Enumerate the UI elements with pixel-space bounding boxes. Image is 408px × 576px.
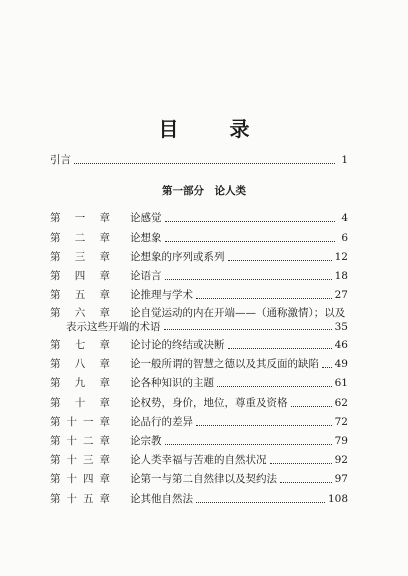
chapter-number-char: 十 <box>66 435 77 447</box>
chapter-number-char: 第 <box>50 289 61 301</box>
chapter-page: 49 <box>334 358 348 370</box>
chapter-title: 论一般所谓的智慧之德以及其反面的缺陷 <box>130 358 319 370</box>
chapter-number-char: 四 <box>83 473 94 485</box>
toc-chapter-row <box>50 251 348 264</box>
dot-leader <box>270 463 332 464</box>
chapter-number-char: 章 <box>99 307 110 319</box>
chapter-number-char: 章 <box>99 493 110 505</box>
chapter-number <box>50 251 110 264</box>
chapter-page: 97 <box>334 473 348 485</box>
dot-leader <box>196 298 332 299</box>
chapter-page: 62 <box>334 397 348 409</box>
chapter-number-char: 章 <box>99 289 110 301</box>
chapter-number <box>50 232 110 245</box>
chapter6-continuation <box>66 320 348 333</box>
chapter-number-char: 八 <box>74 358 86 370</box>
chapter-number-char: 十 <box>66 493 77 505</box>
toc-chapter-row <box>50 377 348 390</box>
toc-chapter-row <box>50 270 348 283</box>
chapter-page: 12 <box>334 251 348 263</box>
chapter-page: 72 <box>334 416 348 428</box>
dot-leader <box>280 482 332 483</box>
chapter-page: 46 <box>334 339 348 351</box>
chapter-number-char: 第 <box>50 251 61 263</box>
chapter-number-char: 第 <box>50 416 61 428</box>
toc-chapter-row <box>50 232 348 245</box>
chapter-number-char: 第 <box>50 307 61 319</box>
dot-leader <box>165 221 336 222</box>
chapter-number <box>50 454 110 467</box>
chapter-title: 论其他自然法 <box>130 493 193 505</box>
dot-leader <box>196 502 325 503</box>
chapter-title: 论想象的序列或系列 <box>130 251 225 263</box>
chapter-page: 108 <box>327 493 348 505</box>
chapter-number-char: 章 <box>99 377 110 389</box>
chapter-number-char: 章 <box>99 339 110 351</box>
chapter-page: 61 <box>334 377 348 389</box>
dot-leader <box>322 367 332 368</box>
toc-chapter-row <box>50 339 348 352</box>
chapter-number-char: 章 <box>99 473 110 485</box>
toc-chapter-row <box>50 397 348 410</box>
chapter-page: 79 <box>334 435 348 447</box>
chapter-title: 论自觉运动的内在开端——（通称激情）；以及 <box>130 307 346 319</box>
chapter-number-char: 第 <box>50 493 61 505</box>
chapter6-continuation-text: 表示这些开端的术语 <box>66 321 161 333</box>
chapter-number <box>50 289 110 302</box>
chapter-number-char: 七 <box>74 339 86 351</box>
dot-leader <box>196 425 332 426</box>
dot-leader <box>228 348 332 349</box>
chapter-title: 论权势，身价，地位，尊重及资格 <box>130 397 288 409</box>
chapter-number-char: 十 <box>66 454 77 466</box>
chapter-number <box>50 339 110 352</box>
chapter-number-char: 章 <box>99 212 110 224</box>
chapter-page: 4 <box>341 212 348 224</box>
chapter-page: 6 <box>341 232 348 244</box>
chapter-number <box>50 493 110 506</box>
chapter-number-char: 一 <box>74 212 86 224</box>
intro-label: 引言 <box>50 154 71 166</box>
chapter-number-char: 章 <box>99 397 110 409</box>
chapter-number <box>50 212 110 225</box>
dot-leader <box>217 386 332 387</box>
chapter-number-char: 一 <box>83 416 94 428</box>
chapter-number-char: 六 <box>74 307 86 319</box>
chapter6-continuation-page: 35 <box>334 320 348 333</box>
chapter-number-char: 第 <box>50 339 61 351</box>
toc-chapter-row <box>50 435 348 448</box>
chapter-number-char: 十 <box>66 416 77 428</box>
chapter-page: 18 <box>334 270 348 282</box>
chapter-number-char: 第 <box>50 232 61 244</box>
chapter-number-char: 章 <box>99 251 110 263</box>
chapter-page: 92 <box>334 454 348 466</box>
chapter-number-char: 五 <box>74 289 86 301</box>
chapter-number-char: 第 <box>50 212 61 224</box>
chapter-number-char: 四 <box>74 270 86 282</box>
chapter-number-char: 第 <box>50 435 61 447</box>
chapter-number-char: 第 <box>50 473 61 485</box>
chapter-number-char: 九 <box>74 377 86 389</box>
dot-leader <box>74 163 335 164</box>
chapter-number-char: 第 <box>50 397 61 409</box>
chapter-title: 论讨论的终结或决断 <box>130 339 225 351</box>
chapter-number-char: 章 <box>99 435 110 447</box>
dot-leader <box>291 406 332 407</box>
toc-chapter-row <box>50 493 348 506</box>
chapter-number-char: 章 <box>99 270 110 282</box>
toc-chapter-row <box>50 454 348 467</box>
chapter-number-char: 第 <box>50 358 61 370</box>
chapter-page: 27 <box>334 289 348 301</box>
chapter-title: 论感觉 <box>130 212 162 224</box>
dot-leader <box>228 260 332 261</box>
chapter-title: 论人类幸福与苦难的自然状况 <box>130 454 267 466</box>
chapter-number <box>50 377 110 390</box>
chapter-title: 论第一与第二自然律以及契约法 <box>130 473 277 485</box>
chapter-number <box>50 397 110 410</box>
page-title: 目 录 <box>158 117 272 141</box>
chapter-number-char: 三 <box>83 454 94 466</box>
chapter-number <box>50 435 110 448</box>
chapter-title: 论宗教 <box>130 435 162 447</box>
dot-leader <box>165 279 332 280</box>
chapter-number-char: 十 <box>74 397 86 409</box>
toc-chapter-row <box>50 473 348 486</box>
chapter-number-char: 章 <box>99 232 110 244</box>
chapter-number-char: 章 <box>99 454 110 466</box>
chapter-title: 论推理与学术 <box>130 289 193 301</box>
chapter-title: 论品行的差异 <box>130 416 193 428</box>
chapter-number-char: 二 <box>83 435 94 447</box>
intro-page: 1 <box>341 154 348 166</box>
dot-leader <box>165 241 336 242</box>
chapter-number-char: 五 <box>83 493 94 505</box>
chapter-title: 论各种知识的主题 <box>130 377 214 389</box>
chapter-number <box>50 270 110 283</box>
toc-chapter-row <box>50 212 348 225</box>
chapter-number-char: 二 <box>74 232 86 244</box>
chapter-number <box>50 416 110 429</box>
chapter-number-char: 十 <box>66 473 77 485</box>
chapter-title: 论语言 <box>130 270 162 282</box>
chapter-number-char: 第 <box>50 377 61 389</box>
toc-chapter-row <box>50 416 348 429</box>
dot-leader <box>165 444 332 445</box>
chapter-number <box>50 473 110 486</box>
chapter-number <box>50 358 110 371</box>
chapter-number-char: 第 <box>50 454 61 466</box>
part-heading: 第一部分 论人类 <box>162 185 246 197</box>
chapter-number-char: 第 <box>50 270 61 282</box>
chapter-number-char: 章 <box>99 358 110 370</box>
toc-chapter-row <box>50 289 348 302</box>
toc-intro-row <box>50 154 348 167</box>
dot-leader <box>164 329 332 330</box>
chapter-number-char: 三 <box>74 251 86 263</box>
chapter-title: 论想象 <box>130 232 162 244</box>
toc-chapter-row <box>50 358 348 371</box>
chapter-number-char: 章 <box>99 416 110 428</box>
